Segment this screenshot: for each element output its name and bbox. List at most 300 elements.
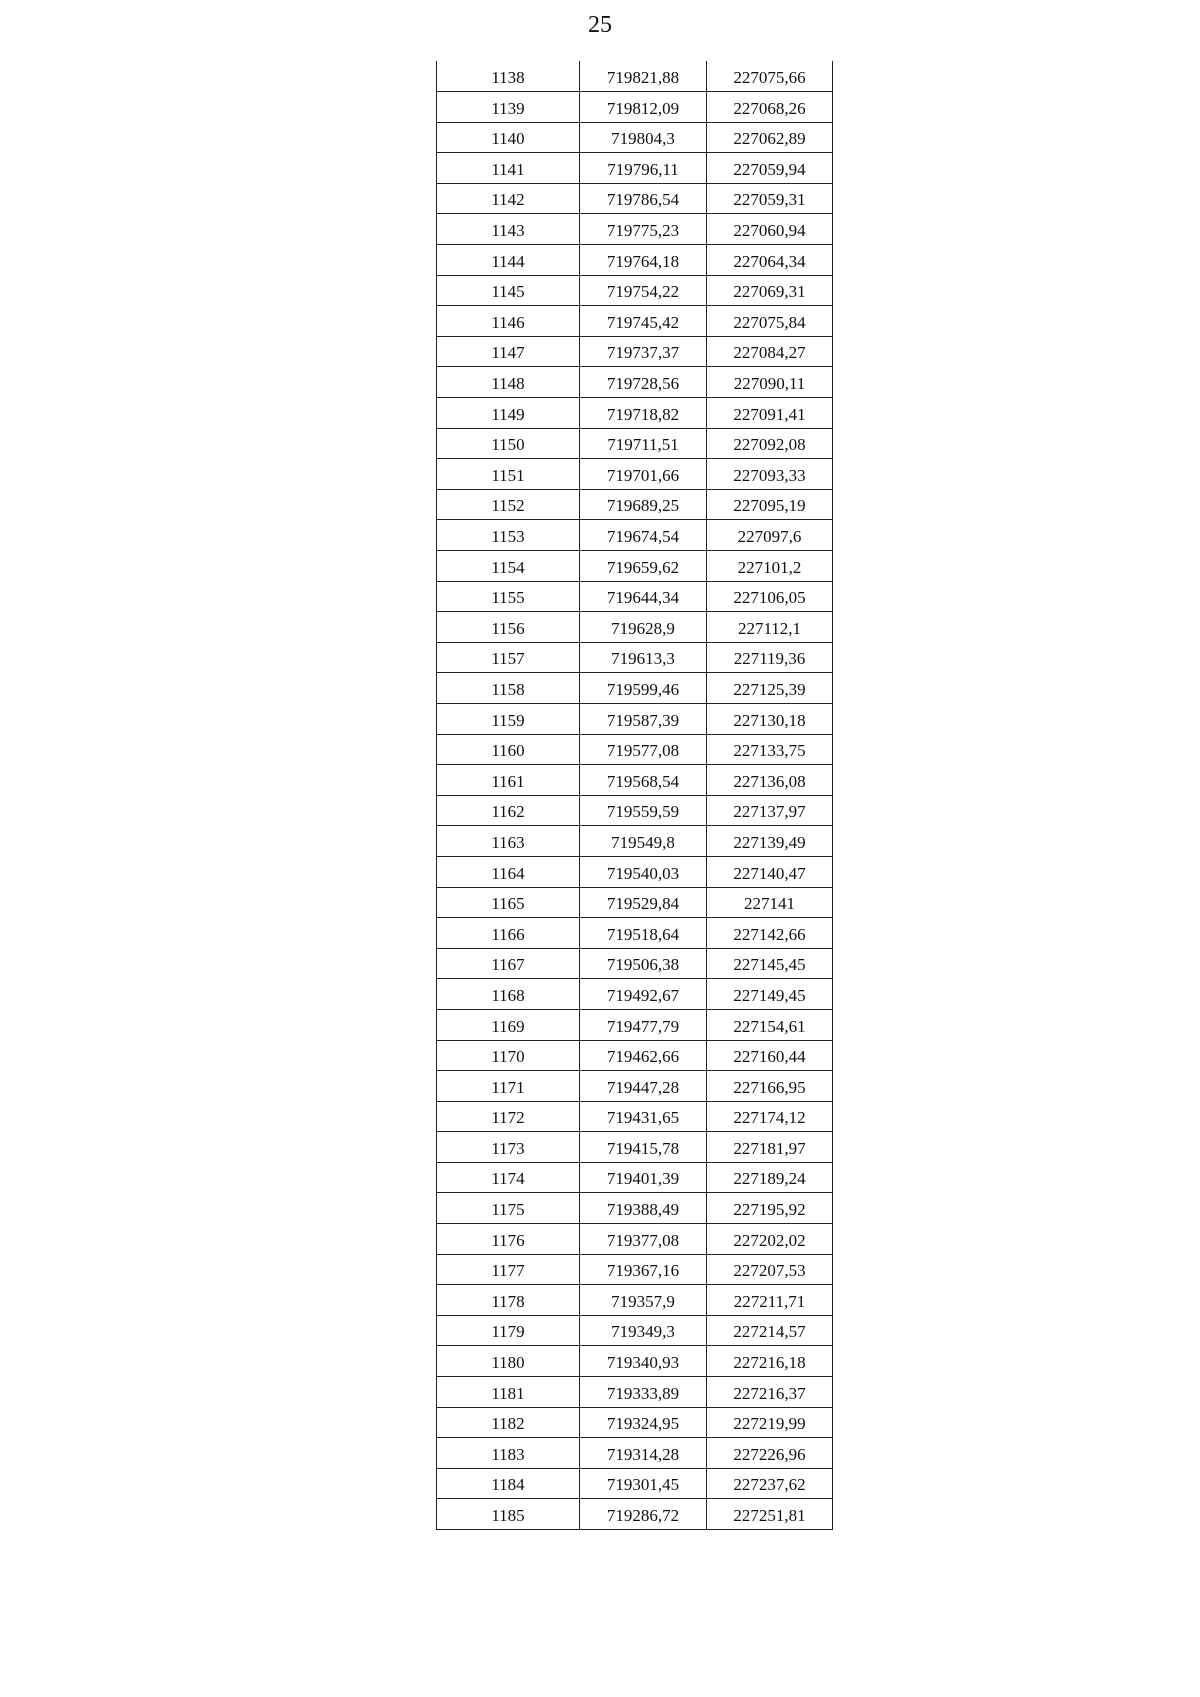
y-coordinate-cell-text: 227062,89 bbox=[733, 129, 806, 149]
x-coordinate-cell bbox=[580, 948, 707, 979]
y-coordinate-cell-text: 227141 bbox=[744, 894, 795, 914]
y-coordinate-cell bbox=[707, 459, 833, 490]
point-number-cell bbox=[437, 275, 580, 306]
y-coordinate-cell bbox=[707, 642, 833, 673]
y-coordinate-cell bbox=[707, 520, 833, 551]
x-coordinate-cell-text: 719357,9 bbox=[611, 1291, 675, 1311]
y-coordinate-cell-text: 227195,92 bbox=[733, 1200, 806, 1220]
table-row bbox=[437, 1040, 833, 1071]
y-coordinate-cell-text: 227069,31 bbox=[733, 282, 806, 302]
point-number-cell bbox=[437, 459, 580, 490]
y-coordinate-cell-text: 227075,66 bbox=[733, 68, 806, 88]
point-number-cell-text: 1167 bbox=[491, 955, 525, 975]
y-coordinate-cell-text: 227149,45 bbox=[733, 985, 806, 1005]
coordinates-table bbox=[436, 61, 833, 1530]
point-number-cell-text: 1160 bbox=[491, 741, 525, 761]
x-coordinate-cell bbox=[580, 581, 707, 612]
y-coordinate-cell bbox=[707, 1499, 833, 1530]
y-coordinate-cell bbox=[707, 1224, 833, 1255]
table-row bbox=[437, 1438, 833, 1469]
table-row bbox=[437, 1285, 833, 1316]
y-coordinate-cell bbox=[707, 979, 833, 1010]
point-number-cell bbox=[437, 673, 580, 704]
y-coordinate-cell bbox=[707, 1193, 833, 1224]
point-number-cell-text: 1161 bbox=[491, 771, 525, 791]
y-coordinate-cell-text: 227095,19 bbox=[733, 496, 806, 516]
y-coordinate-cell-text: 227130,18 bbox=[733, 710, 806, 730]
table-row bbox=[437, 1407, 833, 1438]
y-coordinate-cell-text: 227211,71 bbox=[733, 1291, 806, 1311]
x-coordinate-cell-text: 719431,65 bbox=[606, 1108, 680, 1128]
x-coordinate-cell-text: 719415,78 bbox=[606, 1138, 680, 1158]
y-coordinate-cell-text: 227106,05 bbox=[733, 588, 806, 608]
y-coordinate-cell bbox=[707, 673, 833, 704]
y-coordinate-cell-text: 227084,27 bbox=[733, 343, 806, 363]
table-row bbox=[437, 1101, 833, 1132]
x-coordinate-cell bbox=[580, 520, 707, 551]
table-row bbox=[437, 673, 833, 704]
x-coordinate-cell bbox=[580, 979, 707, 1010]
point-number-cell bbox=[437, 245, 580, 276]
point-number-cell bbox=[437, 92, 580, 123]
point-number-cell-text: 1184 bbox=[491, 1475, 525, 1495]
point-number-cell bbox=[437, 61, 580, 92]
y-coordinate-cell bbox=[707, 122, 833, 153]
y-coordinate-cell bbox=[707, 551, 833, 582]
table-row bbox=[437, 153, 833, 184]
x-coordinate-cell bbox=[580, 1101, 707, 1132]
point-number-cell bbox=[437, 1438, 580, 1469]
y-coordinate-cell bbox=[707, 1254, 833, 1285]
table-row bbox=[437, 183, 833, 214]
point-number-cell bbox=[437, 887, 580, 918]
point-number-cell bbox=[437, 122, 580, 153]
table-row bbox=[437, 795, 833, 826]
x-coordinate-cell bbox=[580, 61, 707, 92]
x-coordinate-cell bbox=[580, 1377, 707, 1408]
point-number-cell-text: 1166 bbox=[491, 924, 525, 944]
x-coordinate-cell bbox=[580, 122, 707, 153]
point-number-cell bbox=[437, 1499, 580, 1530]
table-row bbox=[437, 551, 833, 582]
x-coordinate-cell-text: 719340,93 bbox=[606, 1353, 680, 1373]
y-coordinate-cell-text: 227174,12 bbox=[733, 1108, 806, 1128]
x-coordinate-cell-text: 719401,39 bbox=[606, 1169, 680, 1189]
point-number-cell-text: 1147 bbox=[491, 343, 525, 363]
point-number-cell-text: 1140 bbox=[491, 129, 525, 149]
table-row bbox=[437, 734, 833, 765]
y-coordinate-cell-text: 227160,44 bbox=[733, 1047, 806, 1067]
point-number-cell bbox=[437, 1315, 580, 1346]
table-row bbox=[437, 1132, 833, 1163]
x-coordinate-cell-text: 719821,88 bbox=[606, 68, 680, 88]
y-coordinate-cell-text: 227068,26 bbox=[733, 98, 806, 118]
x-coordinate-cell-text: 719286,72 bbox=[606, 1506, 680, 1525]
y-coordinate-cell bbox=[707, 765, 833, 796]
point-number-cell-text: 1164 bbox=[491, 863, 525, 883]
y-coordinate-cell-text: 227091,41 bbox=[733, 404, 806, 424]
y-coordinate-cell bbox=[707, 887, 833, 918]
x-coordinate-cell-text: 719587,39 bbox=[606, 710, 680, 730]
table-row bbox=[437, 1468, 833, 1499]
table-row bbox=[437, 398, 833, 429]
point-number-cell-text: 1141 bbox=[491, 159, 525, 179]
point-number-cell bbox=[437, 581, 580, 612]
x-coordinate-cell bbox=[580, 765, 707, 796]
point-number-cell bbox=[437, 918, 580, 949]
y-coordinate-cell bbox=[707, 306, 833, 337]
x-coordinate-cell bbox=[580, 183, 707, 214]
x-coordinate-cell bbox=[580, 92, 707, 123]
point-number-cell-text: 1176 bbox=[491, 1230, 525, 1250]
x-coordinate-cell-text: 719711,51 bbox=[607, 435, 679, 455]
point-number-cell bbox=[437, 367, 580, 398]
x-coordinate-cell-text: 719549,8 bbox=[611, 832, 675, 852]
x-coordinate-cell bbox=[580, 428, 707, 459]
x-coordinate-cell bbox=[580, 336, 707, 367]
y-coordinate-cell bbox=[707, 153, 833, 184]
point-number-cell bbox=[437, 948, 580, 979]
point-number-cell bbox=[437, 1193, 580, 1224]
y-coordinate-cell-text: 227112,1 bbox=[737, 618, 802, 638]
point-number-cell-text: 1148 bbox=[491, 374, 525, 394]
y-coordinate-cell-text: 227101,2 bbox=[737, 557, 802, 577]
x-coordinate-cell-text: 719559,59 bbox=[606, 802, 680, 822]
table-row bbox=[437, 1315, 833, 1346]
point-number-cell bbox=[437, 642, 580, 673]
y-coordinate-cell-text: 227154,61 bbox=[733, 1016, 806, 1036]
x-coordinate-cell-text: 719737,37 bbox=[606, 343, 680, 363]
y-coordinate-cell bbox=[707, 1377, 833, 1408]
x-coordinate-cell-text: 719492,67 bbox=[606, 985, 680, 1005]
point-number-cell bbox=[437, 1224, 580, 1255]
y-coordinate-cell bbox=[707, 734, 833, 765]
table-row bbox=[437, 765, 833, 796]
point-number-cell bbox=[437, 336, 580, 367]
point-number-cell-text: 1154 bbox=[491, 557, 525, 577]
x-coordinate-cell bbox=[580, 1285, 707, 1316]
point-number-cell-text: 1179 bbox=[491, 1322, 525, 1342]
y-coordinate-cell-text: 227097,6 bbox=[737, 527, 802, 546]
point-number-cell-text: 1150 bbox=[491, 435, 525, 455]
point-number-cell-text: 1144 bbox=[491, 251, 525, 271]
table-row bbox=[437, 1071, 833, 1102]
point-number-cell bbox=[437, 765, 580, 796]
x-coordinate-cell bbox=[580, 673, 707, 704]
point-number-cell bbox=[437, 428, 580, 459]
table-row bbox=[437, 1499, 833, 1530]
point-number-cell bbox=[437, 1285, 580, 1316]
x-coordinate-cell bbox=[580, 734, 707, 765]
point-number-cell bbox=[437, 183, 580, 214]
point-number-cell-text: 1159 bbox=[491, 710, 525, 730]
x-coordinate-cell bbox=[580, 367, 707, 398]
point-number-cell-text: 1142 bbox=[491, 190, 525, 210]
x-coordinate-cell-text: 719728,56 bbox=[606, 374, 680, 394]
x-coordinate-cell-text: 719701,66 bbox=[606, 465, 680, 485]
x-coordinate-cell-text: 719301,45 bbox=[606, 1475, 680, 1495]
y-coordinate-cell-text: 227075,84 bbox=[733, 312, 806, 332]
x-coordinate-cell bbox=[580, 398, 707, 429]
y-coordinate-cell bbox=[707, 489, 833, 520]
x-coordinate-cell bbox=[580, 1224, 707, 1255]
table-row bbox=[437, 306, 833, 337]
x-coordinate-cell-text: 719314,28 bbox=[606, 1444, 680, 1464]
x-coordinate-cell-text: 719462,66 bbox=[606, 1047, 680, 1067]
y-coordinate-cell-text: 227237,62 bbox=[733, 1475, 806, 1495]
y-coordinate-cell-text: 227092,08 bbox=[733, 435, 806, 455]
y-coordinate-cell bbox=[707, 398, 833, 429]
x-coordinate-cell bbox=[580, 1162, 707, 1193]
y-coordinate-cell bbox=[707, 92, 833, 123]
point-number-cell-text: 1149 bbox=[491, 404, 525, 424]
point-number-cell bbox=[437, 1407, 580, 1438]
y-coordinate-cell bbox=[707, 1468, 833, 1499]
x-coordinate-cell bbox=[580, 1346, 707, 1377]
x-coordinate-cell-text: 719349,3 bbox=[611, 1322, 675, 1342]
point-number-cell-text: 1138 bbox=[491, 68, 525, 88]
x-coordinate-cell-text: 719540,03 bbox=[606, 863, 680, 883]
x-coordinate-cell bbox=[580, 1132, 707, 1163]
x-coordinate-cell-text: 719447,28 bbox=[606, 1077, 680, 1097]
page-number: 25 bbox=[588, 12, 612, 38]
x-coordinate-cell bbox=[580, 918, 707, 949]
point-number-cell-text: 1145 bbox=[491, 282, 525, 302]
coordinates-table-body bbox=[437, 61, 833, 1530]
point-number-cell bbox=[437, 306, 580, 337]
y-coordinate-cell bbox=[707, 918, 833, 949]
y-coordinate-cell bbox=[707, 336, 833, 367]
y-coordinate-cell bbox=[707, 581, 833, 612]
point-number-cell bbox=[437, 1101, 580, 1132]
point-number-cell bbox=[437, 734, 580, 765]
x-coordinate-cell-text: 719674,54 bbox=[606, 527, 680, 546]
point-number-cell-text: 1158 bbox=[491, 679, 525, 699]
point-number-cell-text: 1152 bbox=[491, 496, 525, 516]
y-coordinate-cell bbox=[707, 856, 833, 887]
y-coordinate-cell-text: 227214,57 bbox=[733, 1322, 806, 1342]
y-coordinate-cell-text: 227133,75 bbox=[733, 741, 806, 761]
y-coordinate-cell-text: 227189,24 bbox=[733, 1169, 806, 1189]
y-coordinate-cell bbox=[707, 1101, 833, 1132]
y-coordinate-cell-text: 227145,45 bbox=[733, 955, 806, 975]
point-number-cell bbox=[437, 1009, 580, 1040]
point-number-cell bbox=[437, 1162, 580, 1193]
table-row bbox=[437, 612, 833, 643]
y-coordinate-cell bbox=[707, 612, 833, 643]
x-coordinate-cell-text: 719613,3 bbox=[611, 649, 675, 669]
x-coordinate-cell bbox=[580, 245, 707, 276]
y-coordinate-cell-text: 227219,99 bbox=[733, 1414, 806, 1434]
point-number-cell bbox=[437, 703, 580, 734]
point-number-cell-text: 1139 bbox=[491, 98, 525, 118]
x-coordinate-cell-text: 719568,54 bbox=[606, 771, 680, 791]
point-number-cell-text: 1153 bbox=[491, 527, 525, 546]
y-coordinate-cell bbox=[707, 1071, 833, 1102]
table-row bbox=[437, 856, 833, 887]
table-row bbox=[437, 61, 833, 92]
x-coordinate-cell-text: 719804,3 bbox=[611, 129, 675, 149]
y-coordinate-cell bbox=[707, 1315, 833, 1346]
table-row bbox=[437, 489, 833, 520]
y-coordinate-cell bbox=[707, 1040, 833, 1071]
table-row bbox=[437, 367, 833, 398]
y-coordinate-cell-text: 227064,34 bbox=[733, 251, 806, 271]
table-row bbox=[437, 1377, 833, 1408]
y-coordinate-cell-text: 227166,95 bbox=[733, 1077, 806, 1097]
table-row bbox=[437, 92, 833, 123]
y-coordinate-cell-text: 227060,94 bbox=[733, 221, 806, 241]
y-coordinate-cell-text: 227059,31 bbox=[733, 190, 806, 210]
point-number-cell bbox=[437, 1071, 580, 1102]
point-number-cell bbox=[437, 795, 580, 826]
x-coordinate-cell bbox=[580, 1315, 707, 1346]
point-number-cell bbox=[437, 489, 580, 520]
x-coordinate-cell-text: 719599,46 bbox=[606, 679, 680, 699]
x-coordinate-cell-text: 719506,38 bbox=[606, 955, 680, 975]
table-row bbox=[437, 459, 833, 490]
x-coordinate-cell-text: 719324,95 bbox=[606, 1414, 680, 1434]
table-row bbox=[437, 642, 833, 673]
table-row bbox=[437, 1193, 833, 1224]
point-number-cell bbox=[437, 979, 580, 1010]
x-coordinate-cell-text: 719689,25 bbox=[606, 496, 680, 516]
table-row bbox=[437, 1254, 833, 1285]
point-number-cell bbox=[437, 1377, 580, 1408]
x-coordinate-cell bbox=[580, 1407, 707, 1438]
x-coordinate-cell-text: 719477,79 bbox=[606, 1016, 680, 1036]
table-row bbox=[437, 520, 833, 551]
x-coordinate-cell-text: 719367,16 bbox=[606, 1261, 680, 1281]
point-number-cell bbox=[437, 1346, 580, 1377]
point-number-cell-text: 1185 bbox=[491, 1506, 525, 1525]
x-coordinate-cell bbox=[580, 1499, 707, 1530]
y-coordinate-cell bbox=[707, 214, 833, 245]
point-number-cell-text: 1173 bbox=[491, 1138, 525, 1158]
x-coordinate-cell-text: 719718,82 bbox=[606, 404, 680, 424]
x-coordinate-cell bbox=[580, 856, 707, 887]
point-number-cell bbox=[437, 1040, 580, 1071]
x-coordinate-cell bbox=[580, 1040, 707, 1071]
point-number-cell-text: 1181 bbox=[491, 1383, 525, 1403]
x-coordinate-cell-text: 719388,49 bbox=[606, 1200, 680, 1220]
table-row bbox=[437, 918, 833, 949]
point-number-cell-text: 1180 bbox=[491, 1353, 525, 1373]
y-coordinate-cell-text: 227216,18 bbox=[733, 1353, 806, 1373]
y-coordinate-cell bbox=[707, 1162, 833, 1193]
y-coordinate-cell bbox=[707, 1132, 833, 1163]
y-coordinate-cell-text: 227202,02 bbox=[733, 1230, 806, 1250]
x-coordinate-cell bbox=[580, 1193, 707, 1224]
x-coordinate-cell bbox=[580, 306, 707, 337]
table-row bbox=[437, 275, 833, 306]
point-number-cell bbox=[437, 1132, 580, 1163]
y-coordinate-cell-text: 227139,49 bbox=[733, 832, 806, 852]
y-coordinate-cell-text: 227181,97 bbox=[733, 1138, 806, 1158]
table-row bbox=[437, 1224, 833, 1255]
point-number-cell-text: 1170 bbox=[491, 1047, 525, 1067]
point-number-cell-text: 1151 bbox=[491, 465, 525, 485]
y-coordinate-cell-text: 227136,08 bbox=[733, 771, 806, 791]
x-coordinate-cell bbox=[580, 214, 707, 245]
y-coordinate-cell bbox=[707, 703, 833, 734]
table-row bbox=[437, 1346, 833, 1377]
table-row bbox=[437, 581, 833, 612]
x-coordinate-cell bbox=[580, 795, 707, 826]
y-coordinate-cell-text: 227090,11 bbox=[733, 374, 806, 394]
y-coordinate-cell bbox=[707, 1438, 833, 1469]
y-coordinate-cell bbox=[707, 275, 833, 306]
point-number-cell-text: 1175 bbox=[491, 1200, 525, 1220]
x-coordinate-cell-text: 719628,9 bbox=[611, 618, 675, 638]
x-coordinate-cell bbox=[580, 612, 707, 643]
x-coordinate-cell bbox=[580, 1468, 707, 1499]
table-row bbox=[437, 826, 833, 857]
y-coordinate-cell bbox=[707, 428, 833, 459]
point-number-cell-text: 1172 bbox=[491, 1108, 525, 1128]
point-number-cell bbox=[437, 1468, 580, 1499]
x-coordinate-cell-text: 719659,62 bbox=[606, 557, 680, 577]
table-row bbox=[437, 122, 833, 153]
y-coordinate-cell bbox=[707, 245, 833, 276]
y-coordinate-cell-text: 227251,81 bbox=[733, 1506, 806, 1525]
point-number-cell-text: 1171 bbox=[491, 1077, 525, 1097]
x-coordinate-cell-text: 719644,34 bbox=[606, 588, 680, 608]
x-coordinate-cell-text: 719518,64 bbox=[606, 924, 680, 944]
table-row bbox=[437, 214, 833, 245]
y-coordinate-cell bbox=[707, 367, 833, 398]
point-number-cell-text: 1155 bbox=[491, 588, 525, 608]
x-coordinate-cell bbox=[580, 489, 707, 520]
y-coordinate-cell bbox=[707, 1346, 833, 1377]
y-coordinate-cell-text: 227119,36 bbox=[733, 649, 806, 669]
point-number-cell bbox=[437, 214, 580, 245]
point-number-cell-text: 1174 bbox=[491, 1169, 525, 1189]
x-coordinate-cell bbox=[580, 887, 707, 918]
point-number-cell-text: 1162 bbox=[491, 802, 525, 822]
x-coordinate-cell bbox=[580, 826, 707, 857]
y-coordinate-cell bbox=[707, 183, 833, 214]
x-coordinate-cell-text: 719764,18 bbox=[606, 251, 680, 271]
x-coordinate-cell bbox=[580, 1254, 707, 1285]
table-row bbox=[437, 948, 833, 979]
point-number-cell-text: 1146 bbox=[491, 312, 525, 332]
point-number-cell-text: 1163 bbox=[491, 832, 525, 852]
y-coordinate-cell bbox=[707, 61, 833, 92]
y-coordinate-cell-text: 227137,97 bbox=[733, 802, 806, 822]
x-coordinate-cell-text: 719333,89 bbox=[606, 1383, 680, 1403]
point-number-cell bbox=[437, 1254, 580, 1285]
x-coordinate-cell-text: 719529,84 bbox=[606, 894, 680, 914]
x-coordinate-cell-text: 719786,54 bbox=[606, 190, 680, 210]
point-number-cell bbox=[437, 398, 580, 429]
x-coordinate-cell-text: 719745,42 bbox=[606, 312, 680, 332]
x-coordinate-cell-text: 719812,09 bbox=[606, 98, 680, 118]
point-number-cell bbox=[437, 153, 580, 184]
y-coordinate-cell-text: 227125,39 bbox=[733, 679, 806, 699]
x-coordinate-cell-text: 719754,22 bbox=[606, 282, 680, 302]
table-row bbox=[437, 245, 833, 276]
point-number-cell-text: 1168 bbox=[491, 985, 525, 1005]
point-number-cell bbox=[437, 826, 580, 857]
x-coordinate-cell-text: 719577,08 bbox=[606, 741, 680, 761]
point-number-cell-text: 1177 bbox=[491, 1261, 525, 1281]
point-number-cell bbox=[437, 612, 580, 643]
point-number-cell-text: 1143 bbox=[491, 221, 525, 241]
x-coordinate-cell-text: 719796,11 bbox=[607, 159, 679, 179]
y-coordinate-cell bbox=[707, 948, 833, 979]
x-coordinate-cell bbox=[580, 153, 707, 184]
